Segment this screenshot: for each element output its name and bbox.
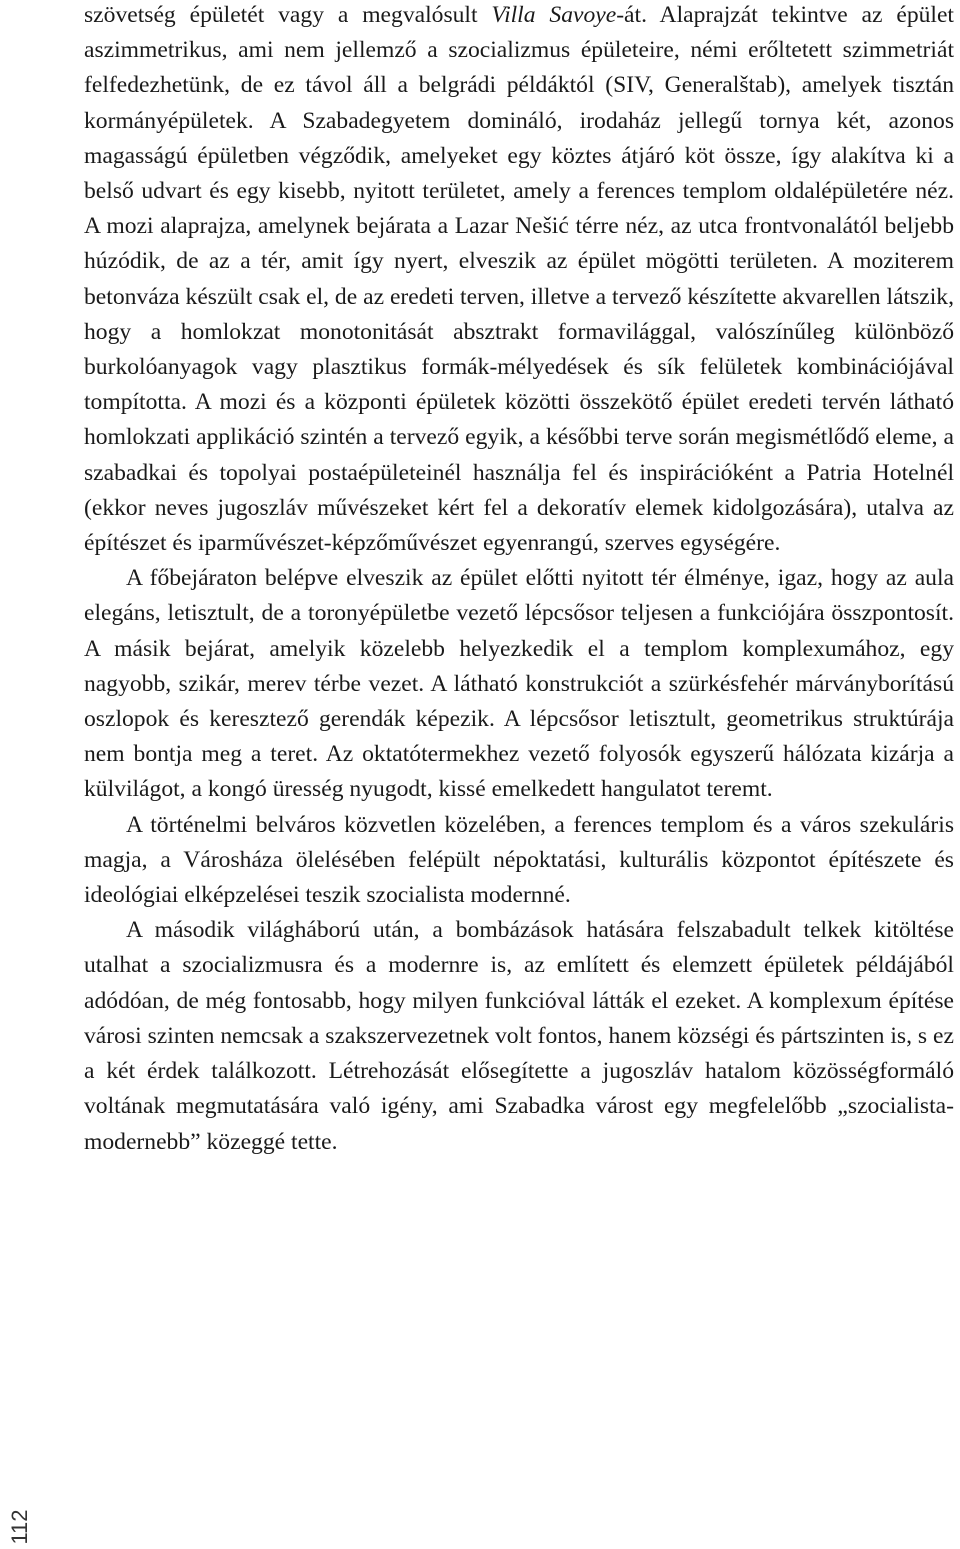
paragraph-4-segment-1: A második világháború után, a bombázások hatására felszabadult telkek kitöltése utalhat a szocializmusra és a modernre is, az említett és elemzett épületek példájából adódóan, de még fontosabb, hogy milyen funkcióval látták el ezeket. A komplexum építése városi szinten nemcsak a szakszervezetnek volt fontos, hanem községi és pártszinten is, s ez a két érdek találkozott. Létrehozását elősegítette a jugoszláv hatalom közösségformáló voltának megmutatására való igény, ami Szabadka várost egy megfelelőbb „szocialista-modernebb” közeggé tette. [84,917,954,1155]
paragraph-4 [84,913,954,1159]
paragraph-3-segment-1: A történelmi belváros közvetlen közelében, a ferences templom és a város szekuláris magja, a Városháza ölelésében felépült népoktatási, kulturális központot építészete és ideológiai elképzelései teszik szocialista modernné. [84,811,954,909]
paragraph-2-segment-1: A főbejáraton belépve elveszik az épület előtti nyitott tér élménye, igaz, hogy az aula elegáns, letisztult, de a toronyépületbe vezető lépcsősor teljesen a funkciójára összpontosít. A másik bejárat, amelyik közelebb helyezkedik el a templom komplexumához, egy nagyobb, szikár, merev térbe vezet. A látható konstrukciót a szürkésfehér márványborítású oszlopok és keresztező gerendák képezik. A lépcsősor letisztult, geometrikus struktúrája nem bontja meg a teret. Az oktatótermekhez vezető folyosók egyszerű hálózata kizárja a külvilágot, a kongó üresség nyugodt, kissé emelkedett hangulatot teremt. [84,565,954,803]
paragraph-1-segment-1: szövetség épületét vagy a megvalósult [84,2,492,28]
body-text [84,0,954,1160]
paragraph-2 [84,561,954,807]
paragraph-1 [84,0,954,561]
page-number: 112 [7,1509,32,1545]
paragraph-1-italic-term: Villa Savoye [491,2,617,28]
paragraph-1-segment-3: -át. Alaprajzát tekintve az épület aszimmetrikus, ami nem jellemző a szocializmus épületeire, némi erőltetett szimmetriát felfedezhetünk, de ez távol áll a belgrádi példáktól (SIV, Generalštab), amelyek tisztán kormányépületek. A Szabadegyetem domináló, irodaház jellegű tornya két, azonos magasságú épületben végződik, amelyeket egy köztes átjáró köt össze, így alakítva ki a belső udvart és egy kisebb, nyitott területet, amely a ferences templom oldalépületére néz. A mozi alaprajza, amelynek bejárata a Lazar Nešić térre néz, az utca frontvonalától beljebb húzódik, de az a tér, amit így nyert, elveszik az épület mögötti területen. A moziterem betonváza készült csak el, de az eredeti terven, illetve a tervező készítette akvarellen látszik, hogy a homlokzat monotonitását absztrakt formavilággal, valószínűleg különböző burkolóanyagok vagy plasztikus formák-mélyedések és sík felületek kombinációjával tompította. A mozi és a központi épületek közötti összekötő épület eredeti tervén látható homlokzati applikáció szintén a tervező egyik, a későbbi terve során megismétlődő eleme, a szabadkai és topolyai postaépületeinél használja fel és inspirációként a Patria Hotelnél (ekkor neves jugoszláv művészeket kért fel a dekoratív elemek kidolgozására), utalva az építészet és iparművészet-képzőművészet egyenrangú, szerves egységére. [84,2,954,557]
paragraph-3 [84,808,954,914]
